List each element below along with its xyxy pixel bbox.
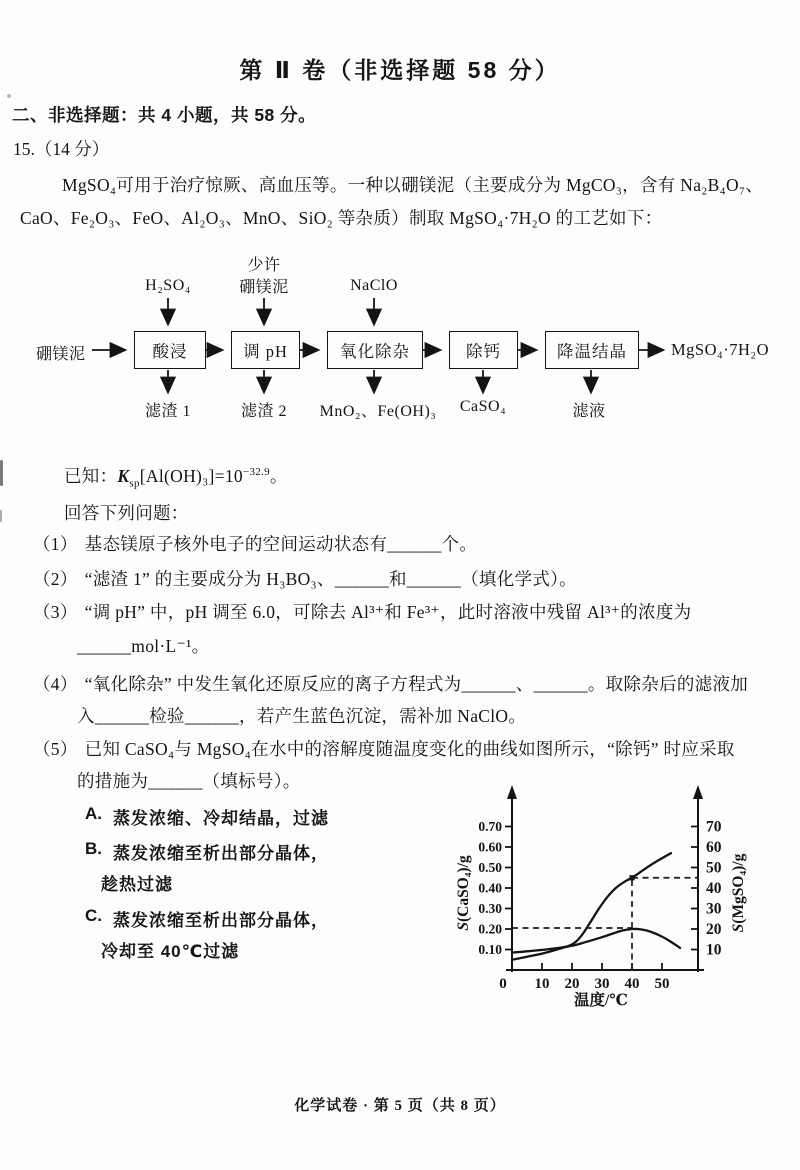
scan-smudge [0,510,2,522]
svg-text:0.20: 0.20 [478,921,502,937]
option-b-label: B. [85,839,102,858]
process-box-oxidation: 氧化除杂 [327,331,423,369]
question-2 [33,566,577,591]
scan-speck [7,94,11,98]
svg-text:70: 70 [706,818,722,836]
question-1 [33,531,477,556]
reagent-pengmeini: 硼镁泥 [239,279,289,296]
question-2-text: “滤渣 1” 的主要成分为 H₃BO₃、______和______（填化学式）。 [84,569,577,589]
question-3-number: （3） [33,602,78,622]
svg-text:0.70: 0.70 [478,819,502,834]
product-label: MgSO₄·7H₂O [671,340,770,359]
process-box-adjust-ph: 调 pH [231,331,300,369]
option-c-text-1: 蒸发浓缩至析出部分晶体， [113,911,329,930]
known-end: 。 [269,466,288,486]
feed-label: 硼镁泥 [36,346,86,363]
question-4-text-1: “氧化除杂” 中发生氧化还原反应的离子方程式为______、______。取除杂后的滤液加 [84,674,749,694]
question-4-line-1 [33,671,748,696]
reagent-h2so4: H₂SO₄ [145,277,191,294]
output-filtrate: 滤液 [572,403,606,420]
question-3-text-1: “调 pH” 中，pH 调至 6.0，可除去 Al³⁺和 Fe³⁺，此时溶液中残留 Al³⁺的浓度为 [84,602,692,622]
question-4-line-2: 入______检验______，若产生蓝色沉淀，需补加 NaClO。 [77,706,527,726]
question-3-line-1 [33,599,691,624]
section-header: 二、非选择题：共 4 小题，共 58 分。 [12,105,317,125]
option-b-text-1: 蒸发浓缩至析出部分晶体， [113,844,329,863]
ksp-subscript: sp [129,477,140,490]
scan-smudge [0,460,3,486]
svg-text:0.60: 0.60 [478,839,502,855]
ksp-formula: [Al(OH)₃]=10 [139,466,243,486]
intro-line-2: CaO、Fe₂O₃、FeO、Al₂O₃、MnO、SiO₂ 等杂质）制取 MgSO₄·7H₂O 的工艺如下： [20,208,663,228]
svg-text:20: 20 [564,976,580,992]
svg-text:30: 30 [594,976,610,992]
svg-text:10: 10 [534,976,550,992]
svg-text:10: 10 [706,941,722,959]
right-axis-arrow [693,785,703,799]
option-a-text: 蒸发浓缩、冷却结晶，过滤 [113,809,329,828]
svg-text:0.30: 0.30 [478,901,502,916]
option-c-label: C. [85,906,102,925]
question-5-number: （5） [33,739,78,759]
question-4-number: （4） [33,674,78,694]
ksp-symbol: K [117,466,130,486]
svg-text:60: 60 [706,839,722,856]
output-mno2-feoh3: MnO₂、Fe(OH)₃ [319,403,437,420]
page-title: 第 Ⅱ 卷（非选择题 58 分） [239,57,561,83]
answer-prompt: 回答下列问题： [64,503,189,523]
svg-text:S(MgSO₄)/g: S(MgSO₄)/g [730,853,747,933]
output-caso4: CaSO₄ [459,398,507,415]
option-a-label: A. [85,804,102,823]
output-residue-1: 滤渣 1 [144,403,192,420]
svg-text:S(CaSO₄)/g: S(CaSO₄)/g [455,855,472,931]
option-c-text-2: 冷却至 40℃过滤 [101,942,240,961]
question-1-text: 基态镁原子核外电子的空间运动状态有______个。 [84,534,478,554]
question-5-line-1 [33,736,735,761]
question-5-text-1: 已知 CaSO₄与 MgSO₄在水中的溶解度随温度变化的曲线如图所示，“除钙” 时应采取 [84,739,735,759]
svg-text:30: 30 [706,900,722,918]
question-number: 15.（14 分） [13,139,110,159]
chart-dynamic-layer [455,819,747,993]
x-axis-label: 温度/℃ [574,992,628,1009]
intro-line-1: MgSO₄可用于治疗惊厥、高血压等。一种以硼镁泥（主要成分为 MgCO₃，含有 Na₂B₄O₇、 [62,175,764,195]
svg-text:40: 40 [624,976,640,992]
reagent-shaoxu: 少许 [247,257,281,274]
option-b-text-2: 趁热过滤 [101,875,173,894]
svg-text:40: 40 [706,880,722,897]
process-box-acid-leach: 酸浸 [134,331,206,369]
page-footer: 化学试卷 · 第 5 页（共 8 页） [294,1098,506,1114]
svg-text:0.10: 0.10 [478,942,502,957]
svg-text:50: 50 [654,976,670,992]
question-3-line-2: ______mol·L⁻¹。 [77,636,210,656]
process-box-remove-ca: 除钙 [449,331,518,369]
svg-text:50: 50 [706,859,722,877]
known-line [64,463,288,490]
svg-text:0.50: 0.50 [478,860,502,875]
left-axis-arrow [507,785,517,799]
question-1-number: （1） [33,534,78,554]
process-box-cool-crystallize: 降温结晶 [545,331,639,369]
svg-text:0.40: 0.40 [478,880,502,896]
svg-text:0: 0 [499,976,507,992]
question-2-number: （2） [33,569,78,589]
reagent-naclo: NaClO [350,277,398,294]
question-5-line-2: 的措施为______（填标号）。 [77,771,301,791]
svg-text:20: 20 [706,921,722,938]
output-residue-2: 滤渣 2 [240,403,288,420]
solubility-chart [448,780,800,1020]
ksp-exponent: −32.9 [242,466,270,479]
known-prefix: 已知： [64,466,118,486]
